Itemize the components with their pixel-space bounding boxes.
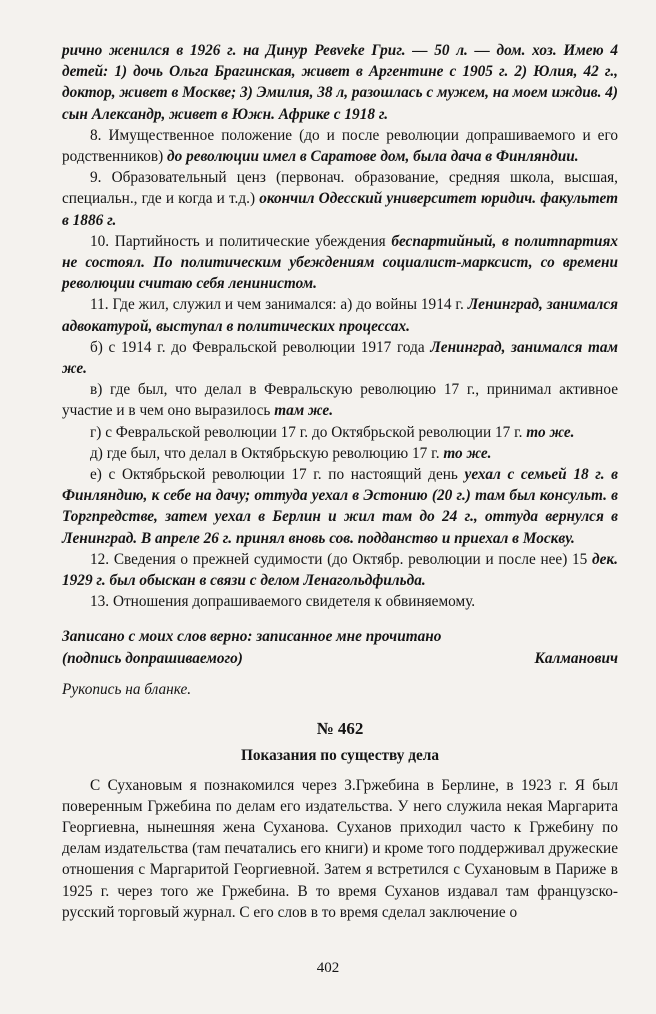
paragraph-item-11d — [62, 443, 618, 464]
item-11g-answer: то же. — [526, 423, 575, 441]
signature-block — [62, 626, 618, 668]
paragraph-item-11 — [62, 294, 618, 336]
item-11g-question: г) с Февральской революции 17 г. до Октябрьской революции 17 г. — [90, 423, 527, 441]
item-11v-question: в) где был, что делал в Февральскую революцию 17 г., принимал активное участие и в чем оно выразилось — [62, 381, 618, 420]
paragraph-item-11v — [62, 379, 618, 421]
document-title: Показания по существу дела — [241, 747, 439, 765]
item-12-question: 12. Сведения о прежней судимости (до Октябр. революции и после нее) 15 — [90, 550, 593, 568]
signature-caption: (подпись допрашиваемого) — [62, 649, 243, 667]
signature-line — [62, 648, 618, 669]
document-number: № 462 — [316, 719, 364, 739]
item-11e-answer: уехал с семьей 18 г. в Финляндию, к себе на дачу; оттуда уехал в Эстонию (20 г.) там был консульт. в Торгпредстве, затем уехал в Берлин и жил там до 24 г., оттуда вернулся в Ленинград. В апреле 26 г. принял вновь сов. подданство и приехал в Москву. — [62, 466, 618, 547]
signature-statement: Записано с моих слов верно: записанное мне прочитано — [62, 628, 442, 646]
item-12-answer: дек. 1929 г. был обыскан в связи с делом Ленагольдфильда. — [62, 550, 618, 590]
paragraph-item-9 — [62, 167, 618, 231]
testimony-body: С Сухановым я познакомился через З.Гржебина в Берлине, в 1923 г. Я был поверенным Гржебина по делам его издательства. У него служила некая Маргарита Георгиевна, нынешняя жена Суханова. Суханов приходил часто к Гржебину по делам издательства (там печатались его книги) и кроме того поддерживал дружеские отношения с Маргаритой Георгиевной. Затем я встретился с Сухановым в Париже в 1925 г. через того же Гржебина. В то время Суханов издавал там французско-русский торговый журнал. С его слов в то время сделал заключение о — [62, 776, 618, 921]
paragraph-item-11g — [62, 422, 618, 443]
manuscript-note: Рукопись на бланке. — [62, 680, 192, 698]
item-10-question: 10. Партийность и политические убеждения — [90, 232, 392, 250]
item-11v-answer: там же. — [274, 402, 334, 420]
signature-name: Калманович — [534, 649, 618, 667]
item-11d-question: д) где был, что делал в Октябрьскую революцию 17 г. — [90, 444, 444, 462]
item-11d-answer: то же. — [443, 444, 492, 462]
item-8-answer: до революции имел в Саратове дом, была дача в Финляндии. — [167, 148, 579, 166]
document-page — [62, 40, 618, 923]
paragraph-item-8 — [62, 125, 618, 167]
item-11e-question: е) с Октябрьской революции 17 г. по настоящий день — [90, 466, 465, 484]
paragraph-family: рично женился в 1926 г. на Динур Ревveke Григ. — 50 л. — дом. хоз. Имею 4 детей: 1) дочь Ольга Брагинская, живет в Аргентине с 1905 г. 2) Юлия, 42 г., доктор, живет в Москве; 3) Эмилия, 38 л, разошлась с мужем, на моем иждив. 4) сын Александр, живет в Южн. Африке с 1918 г. — [62, 42, 619, 123]
item-8-question: 8. Имущественное положение (до и после революции допрашиваемого и его родственников) — [62, 126, 618, 166]
item-9-answer: окончил Одесский университет юридич. факультет в 1886 г. — [62, 190, 618, 229]
page-number: 402 — [316, 960, 340, 976]
paragraph-item-13: 13. Отношения допрашиваемого свидетеля к обвиняемому. — [90, 593, 476, 611]
item-11b-question: б) с 1914 г. до Февральской революции 1917 года — [90, 338, 431, 356]
item-11-question: 11. Где жил, служил и чем занимался: а) до войны 1914 г. — [90, 296, 468, 314]
paragraph-item-11e — [62, 464, 618, 549]
paragraph-item-10 — [62, 231, 618, 295]
item-9-question: 9. Образовательный ценз (первонач. образование, средняя школа, высшая, специальн., где и когда и т.д.) — [62, 169, 618, 208]
item-10-answer: беспартийный, в политпартиях не состоял. По политическим убеждениям социалист-марксист, со времени революции считаю себя ленинистом. — [62, 232, 618, 293]
item-11-answer: Ленинград, занимался адвокатурой, выступал в политических процессах. — [62, 296, 618, 335]
paragraph-item-11b — [62, 337, 618, 379]
item-11b-answer: Ленинград, занимался там же. — [62, 338, 618, 378]
paragraph-item-12 — [62, 549, 618, 591]
